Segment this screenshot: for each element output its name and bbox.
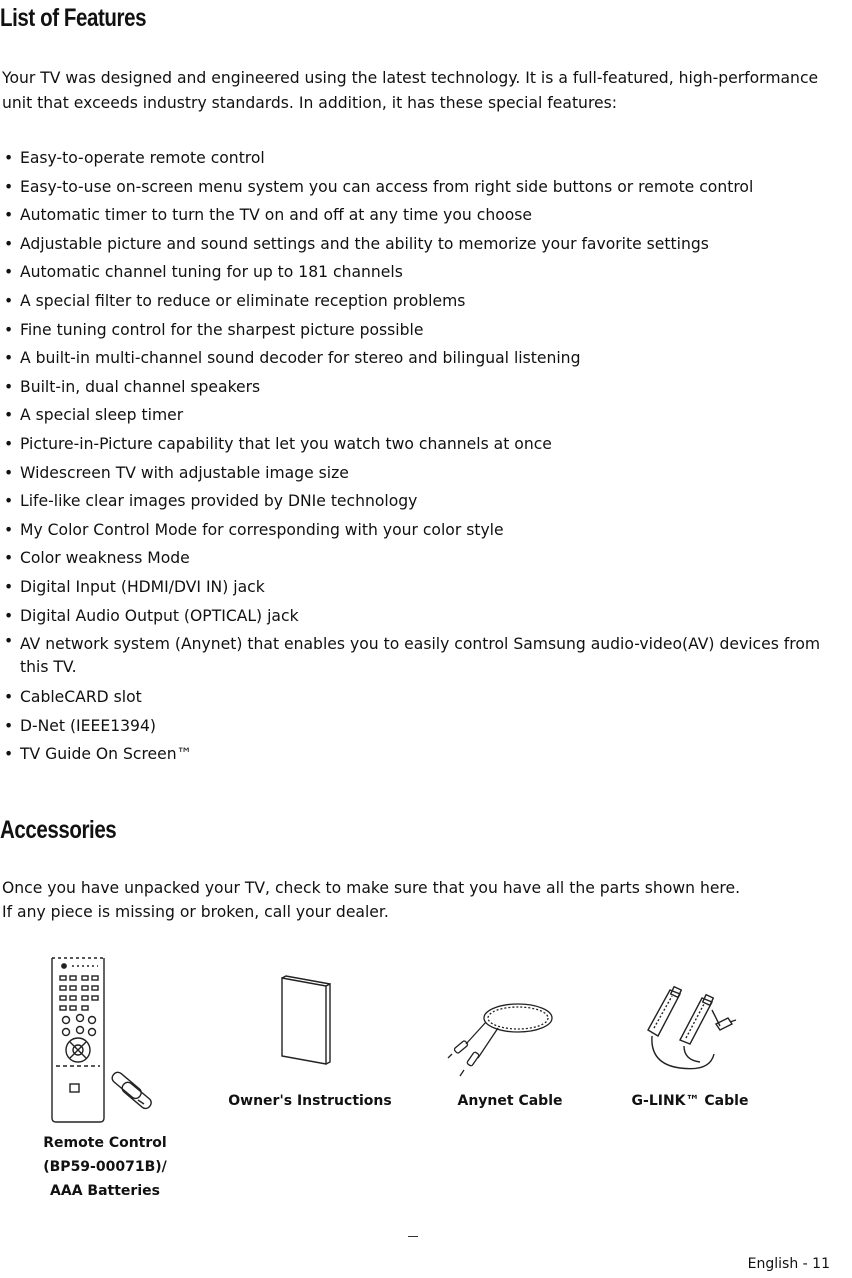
list-item: • TV Guide On Screen™ [4,740,852,769]
accessories-intro-line2: If any piece is missing or broken, call your dealer. [2,903,389,921]
anynet-cable-label: Anynet Cable [457,1093,563,1109]
list-item: • Automatic channel tuning for up to 181 channels [4,258,852,287]
list-item: • A special filter to reduce or eliminate reception problems [4,287,852,316]
list-item: • Easy-to-use on-screen menu system you can access from right side buttons or remote control [4,173,852,202]
owners-instructions-icon [276,974,336,1068]
list-item: • Picture-in-Picture capability that let you watch two channels at once [4,430,852,459]
list-item: • AV network system (Anynet) that enables you to easily control Samsung audio-video(AV) devices from this TV. [4,630,852,683]
list-item: • Digital Input (HDMI/DVI IN) jack [4,573,852,602]
list-item: • D-Net (IEEE1394) [4,712,852,741]
owners-instructions-label: Owner's Instructions [228,1093,392,1109]
features-list [4,144,852,769]
accessories-intro [2,876,852,924]
list-item: • A special sleep timer [4,401,852,430]
remote-label-line2: (BP59-00071B)/ [43,1159,167,1175]
list-item: • Built-in, dual channel speakers [4,373,852,402]
list-item: • CableCARD slot [4,683,852,712]
accessories-heading: Accessories [0,816,117,844]
glink-cable-icon [640,984,740,1082]
footer-divider [408,1236,418,1237]
remote-label-line3: AAA Batteries [50,1183,160,1199]
page-number: English - 11 [747,1256,830,1272]
features-heading: List of Features [0,4,147,32]
remote-control-label [20,1131,190,1203]
remote-label-line1: Remote Control [43,1135,167,1151]
accessories-intro-line1: Once you have unpacked your TV, check to make sure that you have all the parts shown here. [2,879,741,897]
list-item: • Easy-to-operate remote control [4,144,852,173]
list-item: • Adjustable picture and sound settings and the ability to memorize your favorite settings [4,230,852,259]
list-item: • Widescreen TV with adjustable image size [4,459,852,488]
list-item: • My Color Control Mode for corresponding with your color style [4,516,852,545]
anynet-cable-icon [446,992,566,1080]
list-item: • Color weakness Mode [4,544,852,573]
list-item: • Fine tuning control for the sharpest picture possible [4,316,852,345]
list-item: • Automatic timer to turn the TV on and off at any time you choose [4,201,852,230]
remote-control-icon [42,950,158,1128]
glink-cable-label: G-LINK™ Cable [631,1093,749,1109]
features-intro: Your TV was designed and engineered using the latest technology. It is a full-featured, high-performance unit that exceeds industry standards. In addition, it has these special features: [2,69,819,112]
list-item: • Digital Audio Output (OPTICAL) jack [4,602,852,631]
list-item: • Life-like clear images provided by DNIe technology [4,487,852,516]
list-item: • A built-in multi-channel sound decoder for stereo and bilingual listening [4,344,852,373]
